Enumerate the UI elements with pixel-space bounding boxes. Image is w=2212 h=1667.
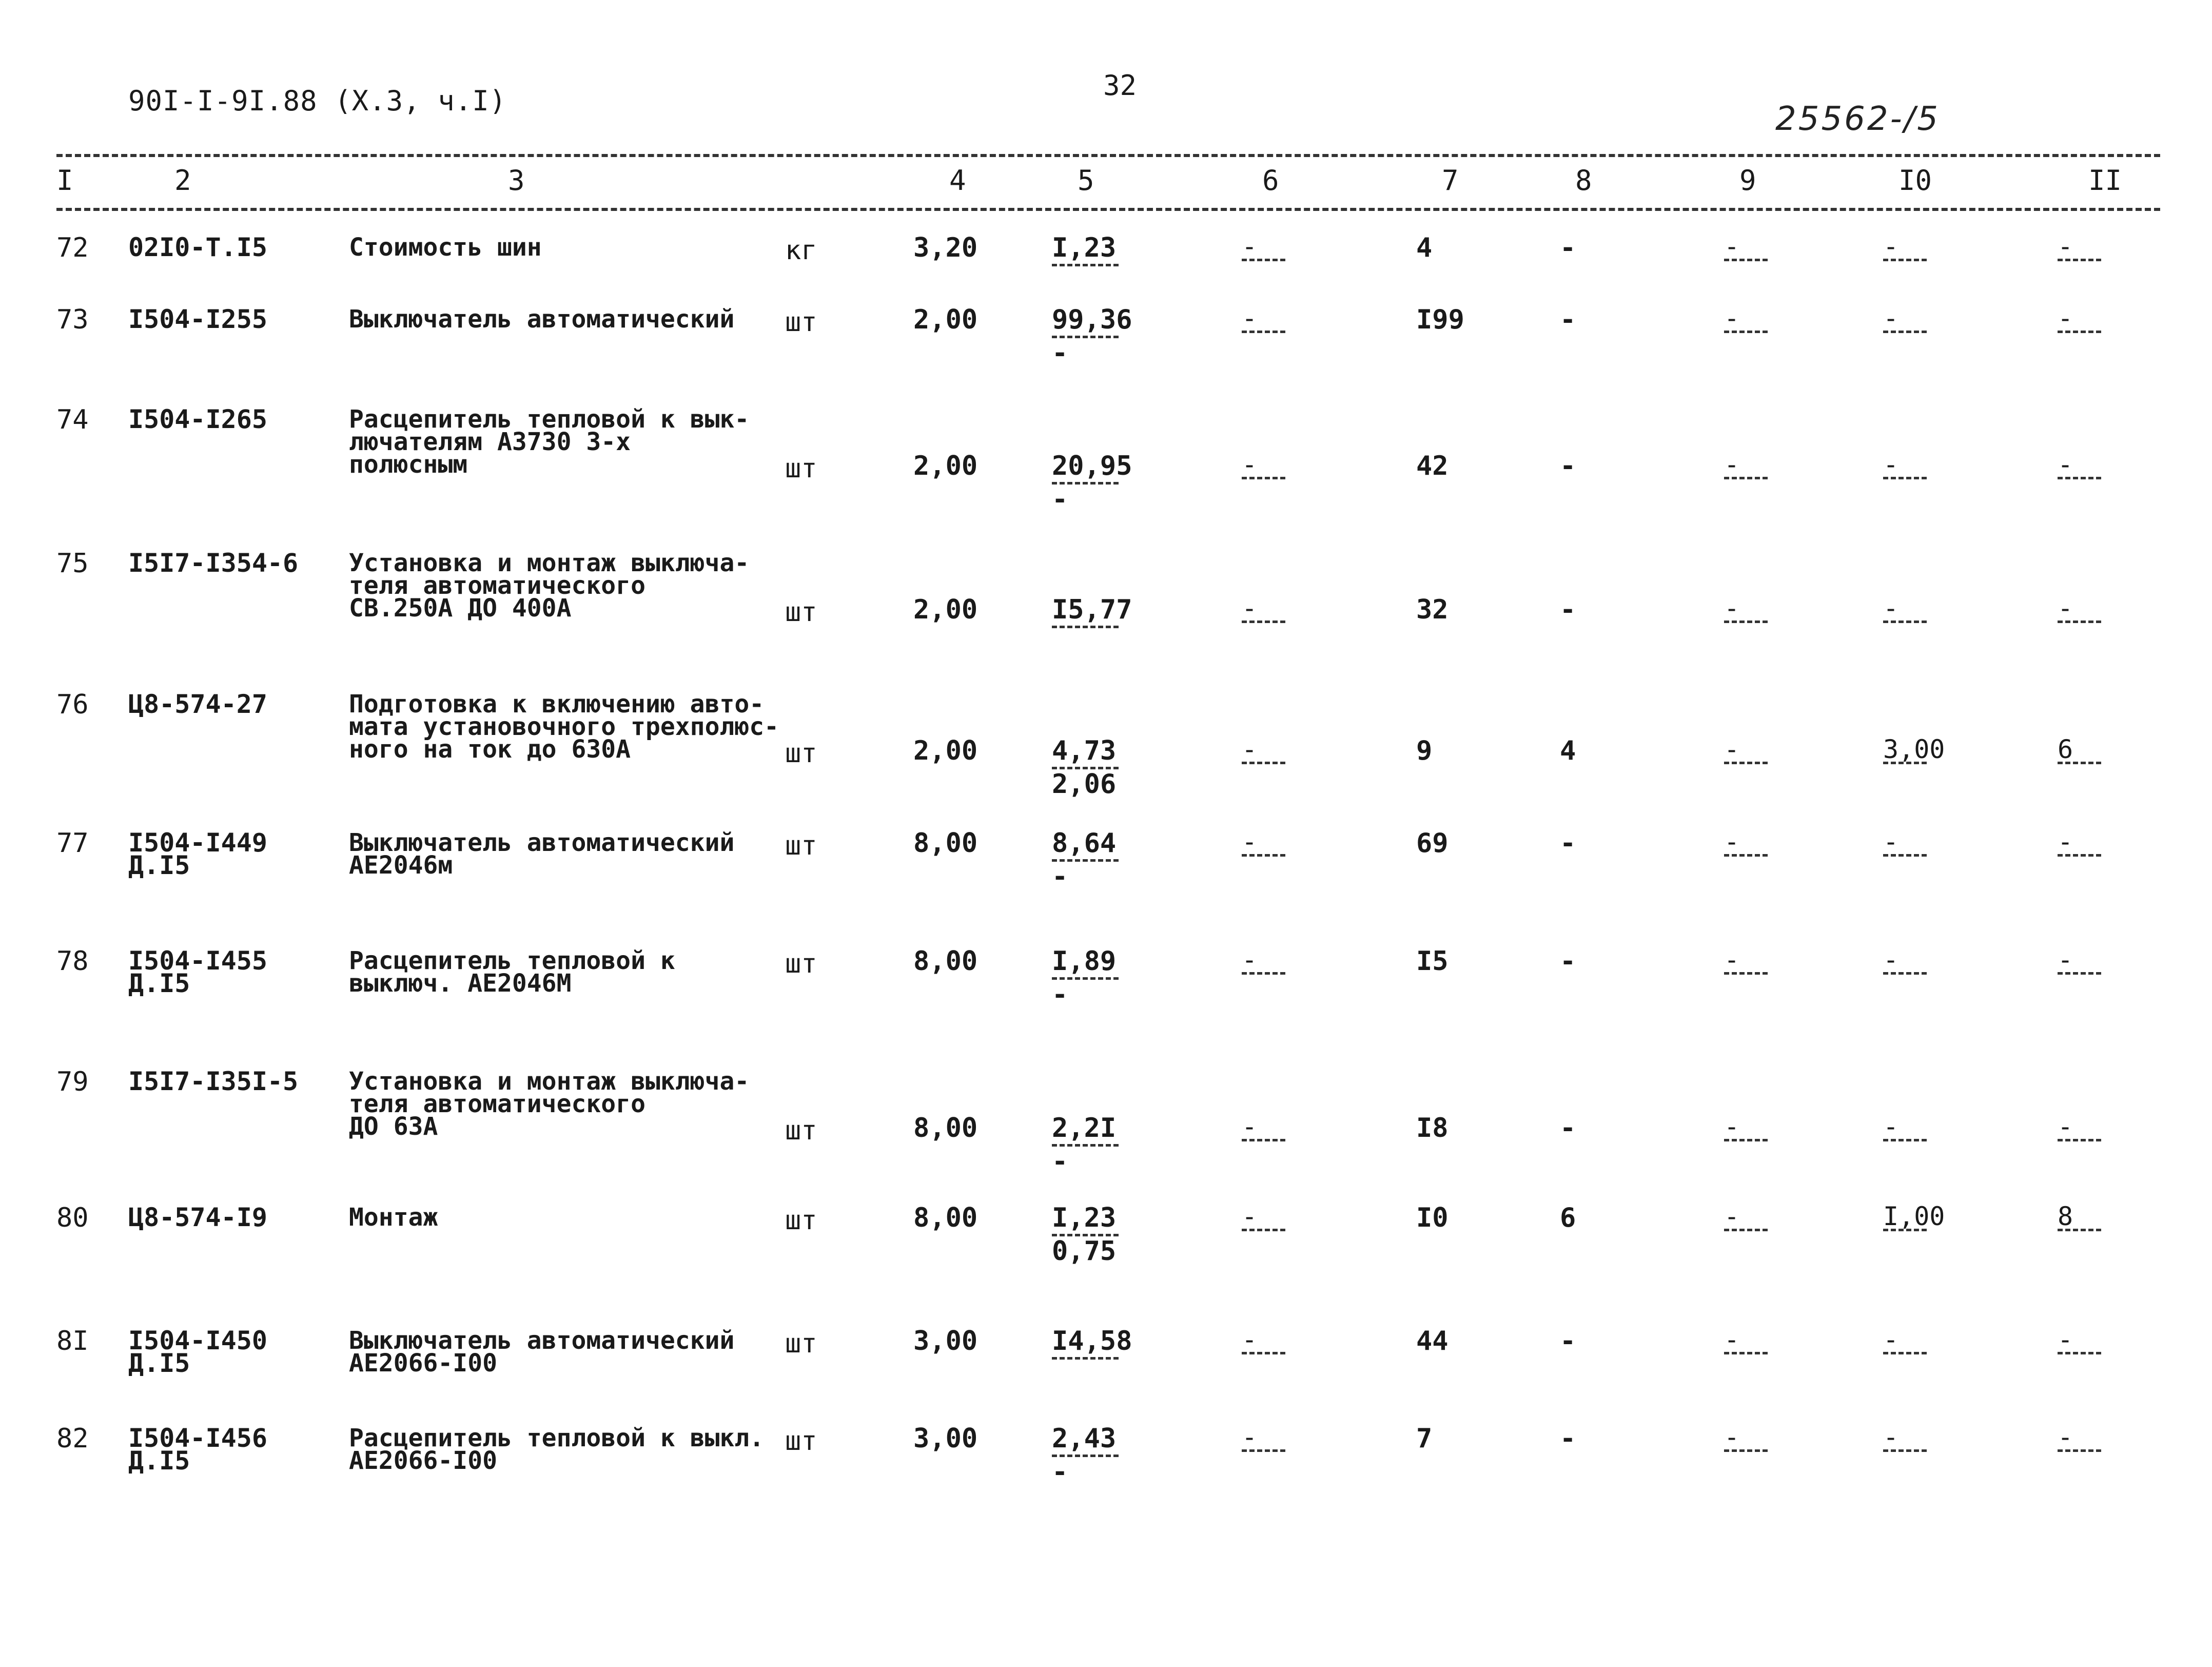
row-unit: кг (785, 235, 817, 266)
column-header-3: 3 (508, 164, 525, 197)
row-name: Выключатель автоматический АЕ2066-I00 (349, 1326, 735, 1378)
row-col9 (1724, 231, 1765, 284)
unit-cost-wage: - (1052, 1457, 1068, 1487)
row-unit-cost (1052, 735, 1119, 800)
row-col8: 4 (1560, 735, 1576, 766)
row-col11 (2058, 303, 2099, 356)
row-total: 42 (1416, 451, 1448, 481)
row-code: Ц8-574-27 (128, 689, 267, 719)
row-col8: - (1560, 232, 1576, 263)
row-qty: 2,00 (913, 451, 978, 481)
row-total: I5 (1416, 946, 1448, 977)
row-col9-under (1724, 859, 1765, 879)
row-qty: 3,20 (913, 232, 978, 263)
row-col11-value: 6 (2058, 734, 2073, 764)
row-code: I5I7-I35I-5 (128, 1067, 299, 1096)
row-col10-value: I,00 (1883, 1201, 1945, 1231)
row-name: Выключатель автоматический (349, 305, 735, 334)
row-col11-value: - (2058, 303, 2073, 333)
row-col10 (1883, 450, 1924, 502)
row-qty: 8,00 (913, 946, 978, 977)
row-col9 (1724, 1325, 1765, 1377)
row-col9-under (1724, 766, 1765, 787)
row-col11 (2058, 945, 2099, 997)
unit-cost-value: I,23 (1052, 1203, 1117, 1233)
row-qty: 8,00 (913, 1203, 978, 1233)
unit-cost-value: 4,73 (1052, 735, 1117, 766)
row-col11-under (2058, 977, 2099, 997)
row-total: 9 (1416, 735, 1433, 766)
row-col11-under (2058, 859, 2099, 879)
row-col10-under (1883, 481, 1924, 502)
row-col11-under (2058, 1143, 2099, 1164)
row-col6 (1242, 303, 1283, 356)
row-code: Ц8-574-I9 (128, 1203, 267, 1232)
row-col6 (1242, 450, 1283, 502)
row-col9-under (1724, 1143, 1765, 1164)
row-col11 (2058, 593, 2099, 646)
row-col10 (1883, 827, 1924, 879)
row-col10 (1883, 231, 1924, 284)
row-col8: - (1560, 594, 1576, 625)
row-unit: шт (785, 307, 817, 338)
row-unit: шт (785, 948, 817, 979)
row-col9-under (1724, 625, 1765, 646)
row-col9-under (1724, 335, 1765, 356)
row-col6-value: - (1242, 1201, 1258, 1231)
row-qty: 8,00 (913, 1113, 978, 1143)
row-col6 (1242, 945, 1283, 997)
row-col10-value: - (1883, 303, 1899, 333)
row-number: 82 (56, 1423, 89, 1454)
row-col11 (2058, 1201, 2099, 1254)
row-name: Подготовка к включению авто- мата установочного трехполюс- ного на ток до 630А (349, 690, 779, 764)
row-total: I0 (1416, 1203, 1448, 1233)
row-col9-value: - (1724, 450, 1740, 479)
row-col6 (1242, 1325, 1283, 1377)
unit-cost-wage: 0,75 (1052, 1236, 1117, 1267)
row-name: Расцепитель тепловой к выключ. АЕ2046М (349, 946, 675, 998)
row-unit: шт (785, 1328, 817, 1359)
row-total: I99 (1416, 304, 1464, 335)
row-col8: - (1560, 1326, 1576, 1356)
row-col10-value: - (1883, 1422, 1899, 1452)
unit-cost-wage: - (1052, 484, 1068, 515)
unit-cost-wage: 2,06 (1052, 769, 1117, 800)
row-col11-under (2058, 766, 2099, 787)
row-number: 77 (56, 828, 89, 859)
row-col9-under (1724, 481, 1765, 502)
row-col10-value: - (1883, 593, 1899, 623)
row-col11 (2058, 231, 2099, 284)
row-col10-under (1883, 1356, 1924, 1377)
row-col9-value: - (1724, 1422, 1740, 1452)
unit-cost-value: I,89 (1052, 946, 1117, 977)
unit-cost-value: I,23 (1052, 232, 1117, 263)
row-col6 (1242, 734, 1283, 787)
row-unit-cost (1052, 304, 1132, 369)
row-code: I504-I449 Д.I5 (128, 828, 267, 880)
row-number: 8I (56, 1326, 89, 1356)
row-unit-cost (1052, 232, 1119, 269)
unit-cost-value: 8,64 (1052, 828, 1117, 859)
row-col6-under (1242, 859, 1283, 879)
row-col10-value: - (1883, 1112, 1899, 1141)
row-col11-under (2058, 481, 2099, 502)
row-col6-under (1242, 481, 1283, 502)
row-name: Установка и монтаж выключа- теля автоматического ДО 63А (349, 1067, 750, 1141)
row-code: I504-I265 (128, 404, 267, 434)
row-col8: - (1560, 1113, 1576, 1143)
column-header-5: 5 (1078, 164, 1094, 197)
row-unit-cost (1052, 1423, 1119, 1487)
row-col9-value: - (1724, 303, 1740, 333)
row-col9-value: - (1724, 734, 1740, 764)
row-unit-cost (1052, 828, 1119, 892)
row-col10-under (1883, 263, 1924, 284)
row-col11-value: 8 (2058, 1201, 2073, 1231)
unit-cost-divider (1052, 626, 1119, 628)
row-unit: шт (785, 1426, 817, 1457)
unit-cost-wage: - (1052, 1146, 1068, 1177)
row-col9 (1724, 593, 1765, 646)
row-col11-value: - (2058, 827, 2073, 857)
row-col9 (1724, 450, 1765, 502)
row-col11-under (2058, 1356, 2099, 1377)
row-code: I504-I455 Д.I5 (128, 946, 267, 998)
row-col6-under (1242, 1356, 1283, 1377)
row-col6-under (1242, 1454, 1283, 1475)
row-col9-value: - (1724, 827, 1740, 857)
row-name: Расцепитель тепловой к вык- лючателям А3730 3-х полюсным (349, 405, 750, 479)
row-col11-under (2058, 625, 2099, 646)
row-col11 (2058, 734, 2099, 787)
row-total: 69 (1416, 828, 1448, 859)
row-unit: шт (785, 830, 817, 861)
row-qty: 2,00 (913, 594, 978, 625)
row-col9-value: - (1724, 945, 1740, 975)
row-col6-value: - (1242, 827, 1258, 857)
column-header-6: 6 (1262, 164, 1279, 197)
row-col8: - (1560, 828, 1576, 859)
row-col9-value: - (1724, 231, 1740, 261)
archive-number: 25562-/5 (1775, 100, 1940, 138)
row-col11-under (2058, 1454, 2099, 1475)
row-col9 (1724, 1422, 1765, 1475)
row-qty: 3,00 (913, 1423, 978, 1454)
row-col9 (1724, 945, 1765, 997)
row-number: 78 (56, 946, 89, 977)
row-col6 (1242, 593, 1283, 646)
row-col11 (2058, 1422, 2099, 1475)
row-number: 72 (56, 232, 89, 263)
row-name: Выключатель автоматический АЕ2046м (349, 828, 735, 880)
row-col11-under (2058, 1233, 2099, 1254)
row-col10-value: - (1883, 827, 1899, 857)
row-unit-cost (1052, 1203, 1119, 1267)
row-col6-under (1242, 625, 1283, 646)
row-col9 (1724, 303, 1765, 356)
row-name: Расцепитель тепловой к выкл. АЕ2066-I00 (349, 1424, 765, 1475)
row-col8: 6 (1560, 1203, 1576, 1233)
row-code: I5I7-I354-6 (128, 548, 299, 578)
row-col6-value: - (1242, 231, 1258, 261)
column-header-4: 4 (949, 164, 966, 197)
row-col9-under (1724, 263, 1765, 284)
row-col6 (1242, 1201, 1283, 1254)
row-col8: - (1560, 1423, 1576, 1454)
row-col10 (1883, 1422, 1924, 1475)
row-col10-under (1883, 1143, 1924, 1164)
row-col6-under (1242, 1143, 1283, 1164)
row-qty: 2,00 (913, 735, 978, 766)
row-col11-value: - (2058, 1325, 2073, 1354)
row-col9-under (1724, 1233, 1765, 1254)
row-col6-value: - (1242, 1325, 1258, 1354)
row-qty: 2,00 (913, 304, 978, 335)
row-col10-under (1883, 859, 1924, 879)
column-header-7: 7 (1442, 164, 1459, 197)
row-col10-value: - (1883, 945, 1899, 975)
row-name: Установка и монтаж выключа- теля автоматического СВ.250А ДО 400А (349, 549, 750, 623)
row-total: 7 (1416, 1423, 1433, 1454)
row-col9 (1724, 1112, 1765, 1164)
row-col10-value: - (1883, 450, 1899, 479)
row-col10-under (1883, 1454, 1924, 1475)
row-code: 02I0-T.I5 (128, 232, 267, 262)
row-col6-value: - (1242, 945, 1258, 975)
row-col6 (1242, 1112, 1283, 1164)
row-col6-under (1242, 977, 1283, 997)
unit-cost-wage: - (1052, 861, 1068, 892)
unit-cost-value: 2,43 (1052, 1423, 1117, 1454)
row-total: 32 (1416, 594, 1448, 625)
row-unit: шт (785, 597, 817, 628)
row-col9-under (1724, 1454, 1765, 1475)
row-code: I504-I255 (128, 304, 267, 334)
row-unit-cost (1052, 1113, 1119, 1177)
row-col10 (1883, 1201, 1945, 1254)
row-unit-cost (1052, 594, 1132, 631)
row-col9 (1724, 734, 1765, 787)
row-col10 (1883, 734, 1945, 787)
row-code: I504-I456 Д.I5 (128, 1423, 267, 1476)
row-unit: шт (785, 1205, 817, 1236)
row-col11-value: - (2058, 593, 2073, 623)
row-col6 (1242, 1422, 1283, 1475)
row-col11-value: - (2058, 945, 2073, 975)
row-code: I504-I450 Д.I5 (128, 1326, 267, 1378)
row-col10 (1883, 1325, 1924, 1377)
unit-cost-divider (1052, 264, 1119, 266)
row-col9-under (1724, 977, 1765, 997)
row-col10 (1883, 303, 1924, 356)
column-header-9: 9 (1739, 164, 1756, 197)
row-col6 (1242, 231, 1283, 284)
column-header-10: I0 (1898, 164, 1932, 197)
row-total: I8 (1416, 1113, 1448, 1143)
unit-cost-value: 99,36 (1052, 304, 1132, 335)
row-col10 (1883, 593, 1924, 646)
row-col10 (1883, 1112, 1924, 1164)
row-col11 (2058, 1325, 2099, 1377)
row-col8: - (1560, 451, 1576, 481)
row-qty: 8,00 (913, 828, 978, 859)
row-col11 (2058, 827, 2099, 879)
row-col6-value: - (1242, 734, 1258, 764)
row-qty: 3,00 (913, 1326, 978, 1356)
column-header-8: 8 (1575, 164, 1592, 197)
row-number: 75 (56, 548, 89, 579)
row-col10-under (1883, 625, 1924, 646)
row-col8: - (1560, 304, 1576, 335)
row-unit: шт (785, 738, 817, 769)
row-number: 80 (56, 1203, 89, 1233)
row-col11 (2058, 450, 2099, 502)
row-col10-under (1883, 335, 1924, 356)
row-col9 (1724, 827, 1765, 879)
unit-cost-wage: - (1052, 979, 1068, 1010)
unit-cost-value: I4,58 (1052, 1326, 1132, 1356)
unit-cost-value: 20,95 (1052, 451, 1132, 481)
row-col6-value: - (1242, 593, 1258, 623)
row-col6-under (1242, 1233, 1283, 1254)
row-number: 73 (56, 304, 89, 335)
unit-cost-value: 2,2I (1052, 1113, 1117, 1143)
row-col6 (1242, 827, 1283, 879)
row-col9-value: - (1724, 1201, 1740, 1231)
row-col9-value: - (1724, 1325, 1740, 1354)
row-unit: шт (785, 453, 817, 484)
row-number: 76 (56, 689, 89, 720)
row-col9-under (1724, 1356, 1765, 1377)
row-name: Монтаж (349, 1203, 438, 1232)
unit-cost-wage: - (1052, 338, 1068, 369)
unit-cost-value: I5,77 (1052, 594, 1132, 625)
row-col9-value: - (1724, 1112, 1740, 1141)
column-header-11: II (2088, 164, 2122, 197)
row-number: 74 (56, 404, 89, 435)
row-col6-value: - (1242, 303, 1258, 333)
row-col10-under (1883, 766, 1924, 787)
row-col11-under (2058, 263, 2099, 284)
row-col6-value: - (1242, 1422, 1258, 1452)
row-col10-under (1883, 977, 1924, 997)
row-col11 (2058, 1112, 2099, 1164)
row-col10-value: 3,00 (1883, 734, 1945, 764)
row-col6-value: - (1242, 1112, 1258, 1141)
row-col10-value: - (1883, 231, 1899, 261)
row-col11-value: - (2058, 450, 2073, 479)
page-number: 32 (1103, 69, 1137, 102)
row-col11-value: - (2058, 1112, 2073, 1141)
row-name: Стоимость шин (349, 233, 542, 262)
row-col6-under (1242, 335, 1283, 356)
row-number: 79 (56, 1067, 89, 1097)
row-col11-value: - (2058, 1422, 2073, 1452)
row-col11-value: - (2058, 231, 2073, 261)
row-col6-under (1242, 263, 1283, 284)
row-unit-cost (1052, 451, 1132, 515)
column-header-2: 2 (174, 164, 191, 197)
row-col11-under (2058, 335, 2099, 356)
row-col10 (1883, 945, 1924, 997)
row-col8: - (1560, 946, 1576, 977)
row-col6-under (1242, 766, 1283, 787)
row-total: 44 (1416, 1326, 1448, 1356)
unit-cost-divider (1052, 1357, 1119, 1360)
row-col9-value: - (1724, 593, 1740, 623)
row-col9 (1724, 1201, 1765, 1254)
row-total: 4 (1416, 232, 1433, 263)
column-header-1: I (56, 164, 73, 197)
row-unit-cost (1052, 1326, 1132, 1363)
row-col6-value: - (1242, 450, 1258, 479)
row-unit: шт (785, 1115, 817, 1146)
row-unit-cost (1052, 946, 1119, 1010)
doc-code: 90I-I-9I.88 (X.3, ч.I) (128, 85, 507, 117)
row-col10-value: - (1883, 1325, 1899, 1354)
row-col10-under (1883, 1233, 1924, 1254)
